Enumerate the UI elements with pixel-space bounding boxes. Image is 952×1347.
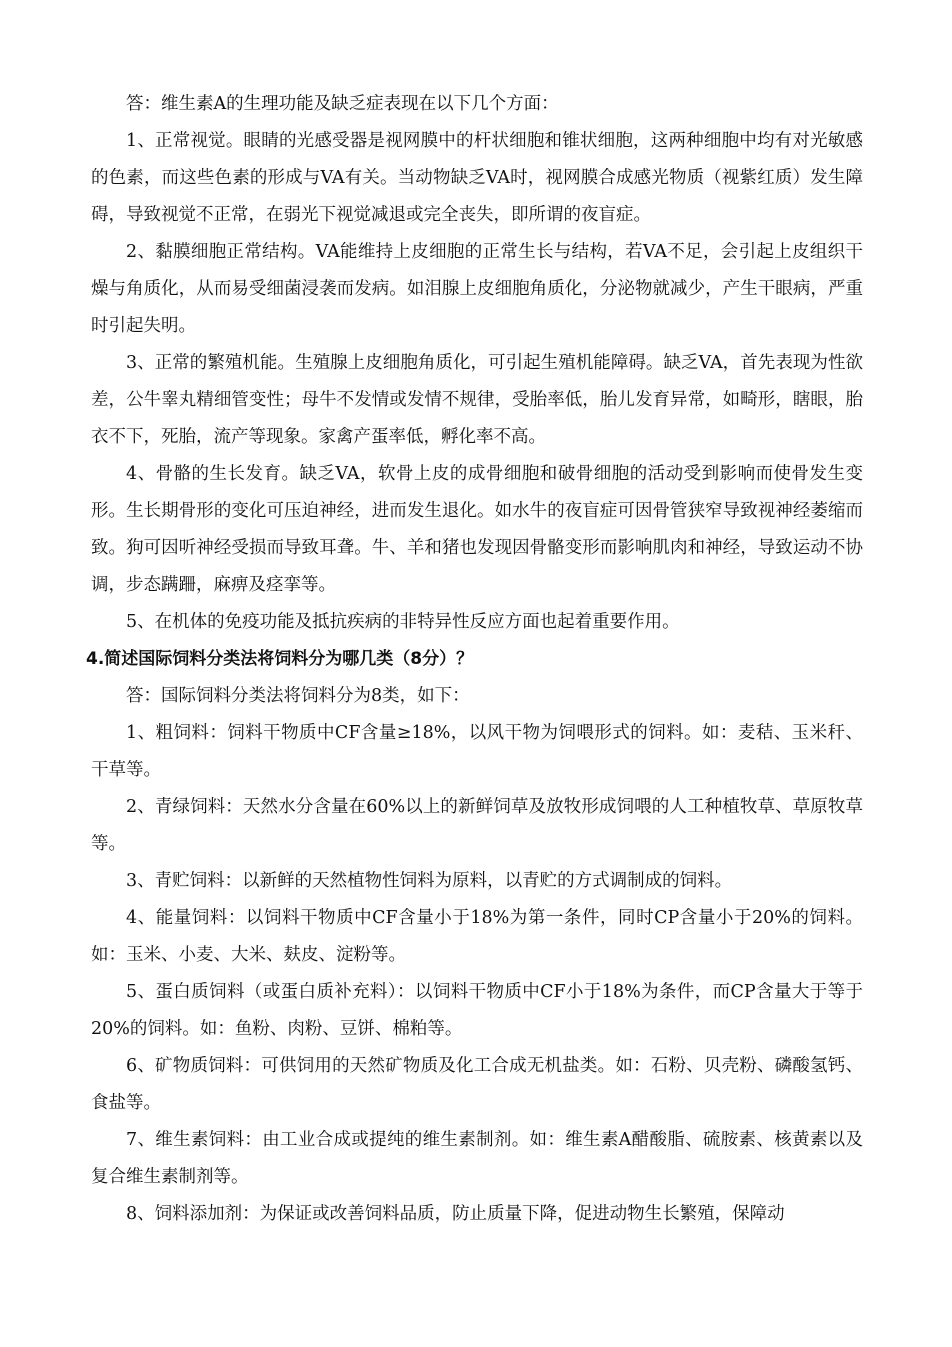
paragraph-energy-feed: 4、能量饲料：以饲料干物质中CF含量小于18%为第一条件，同时CP含量小于20%的饲料。如：玉米、小麦、大米、麸皮、淀粉等。 xyxy=(91,908,863,965)
answer-intro-vitamin-a: 答：维生素A的生理功能及缺乏症表现在以下几个方面： xyxy=(126,94,559,114)
paragraph-bone-growth: 4、骨骼的生长发育。缺乏VA，软骨上皮的成骨细胞和破骨细胞的活动受到影响而使骨发生变形。生长期骨形的变化可压迫神经，进而发生退化。如水牛的夜盲症可因骨管狭窄导致视神经萎缩而致。狗可因听神经受损而导致耳聋。牛、羊和猪也发现因骨骼变形而影响肌肉和神经，导致运动不协调，步态蹒跚，麻痹及痉挛等。 xyxy=(91,464,863,595)
paragraph-vitamin-feed: 7、维生素饲料：由工业合成或提纯的维生素制剂。如：维生素A醋酸脂、硫胺素、核黄素以及复合维生素制剂等。 xyxy=(91,1130,863,1187)
answer-intro-feed-classification: 答：国际饲料分类法将饲料分为8类，如下： xyxy=(126,686,470,706)
paragraph-feed-additive: 8、饲料添加剂：为保证或改善饲料品质，防止质量下降，促进动物生长繁殖，保障动 xyxy=(126,1204,785,1224)
paragraph-immune-function: 5、在机体的免疫功能及抵抗疾病的非特异性反应方面也起着重要作用。 xyxy=(126,612,680,632)
document-body xyxy=(86,86,863,1233)
paragraph-normal-vision: 1、正常视觉。眼睛的光感受器是视网膜中的杆状细胞和锥状细胞，这两种细胞中均有对光敏感的色素，而这些色素的形成与VA有关。当动物缺乏VA时，视网膜合成感光物质（视紫红质）发生障碍，导致视觉不正常，在弱光下视觉减退或完全丧失，即所谓的夜盲症。 xyxy=(91,131,863,225)
paragraph-mineral-feed: 6、矿物质饲料：可供饲用的天然矿物质及化工合成无机盐类。如：石粉、贝壳粉、磷酸氢钙、食盐等。 xyxy=(91,1056,863,1113)
question-heading: 4.简述国际饲料分类法将饲料分为哪几类（8分）？ xyxy=(86,649,474,669)
paragraph-protein-feed: 5、蛋白质饲料（或蛋白质补充料）：以饲料干物质中CF小于18%为条件，而CP含量大于等于20%的饲料。如：鱼粉、肉粉、豆饼、棉粕等。 xyxy=(91,982,863,1039)
paragraph-green-feed: 2、青绿饲料：天然水分含量在60%以上的新鲜饲草及放牧形成饲喂的人工种植牧草、草原牧草等。 xyxy=(91,797,863,854)
paragraph-silage: 3、青贮饲料：以新鲜的天然植物性饲料为原料，以青贮的方式调制成的饲料。 xyxy=(126,871,733,891)
paragraph-mucosa-structure: 2、黏膜细胞正常结构。VA能维持上皮细胞的正常生长与结构，若VA不足，会引起上皮组织干燥与角质化，从而易受细菌浸袭而发病。如泪腺上皮细胞角质化，分泌物就减少，产生干眼病，严重时引起失明。 xyxy=(91,242,863,336)
paragraph-reproduction: 3、正常的繁殖机能。生殖腺上皮细胞角质化，可引起生殖机能障碍。缺乏VA，首先表现为性欲差，公牛睾丸精细管变性；母牛不发情或发情不规律，受胎率低，胎儿发育异常，如畸形，瞎眼，胎衣不下，死胎，流产等现象。家禽产蛋率低，孵化率不高。 xyxy=(91,353,863,447)
paragraph-roughage: 1、粗饲料：饲料干物质中CF含量≥18%，以风干物为饲喂形式的饲料。如：麦秸、玉米秆、干草等。 xyxy=(91,723,863,780)
